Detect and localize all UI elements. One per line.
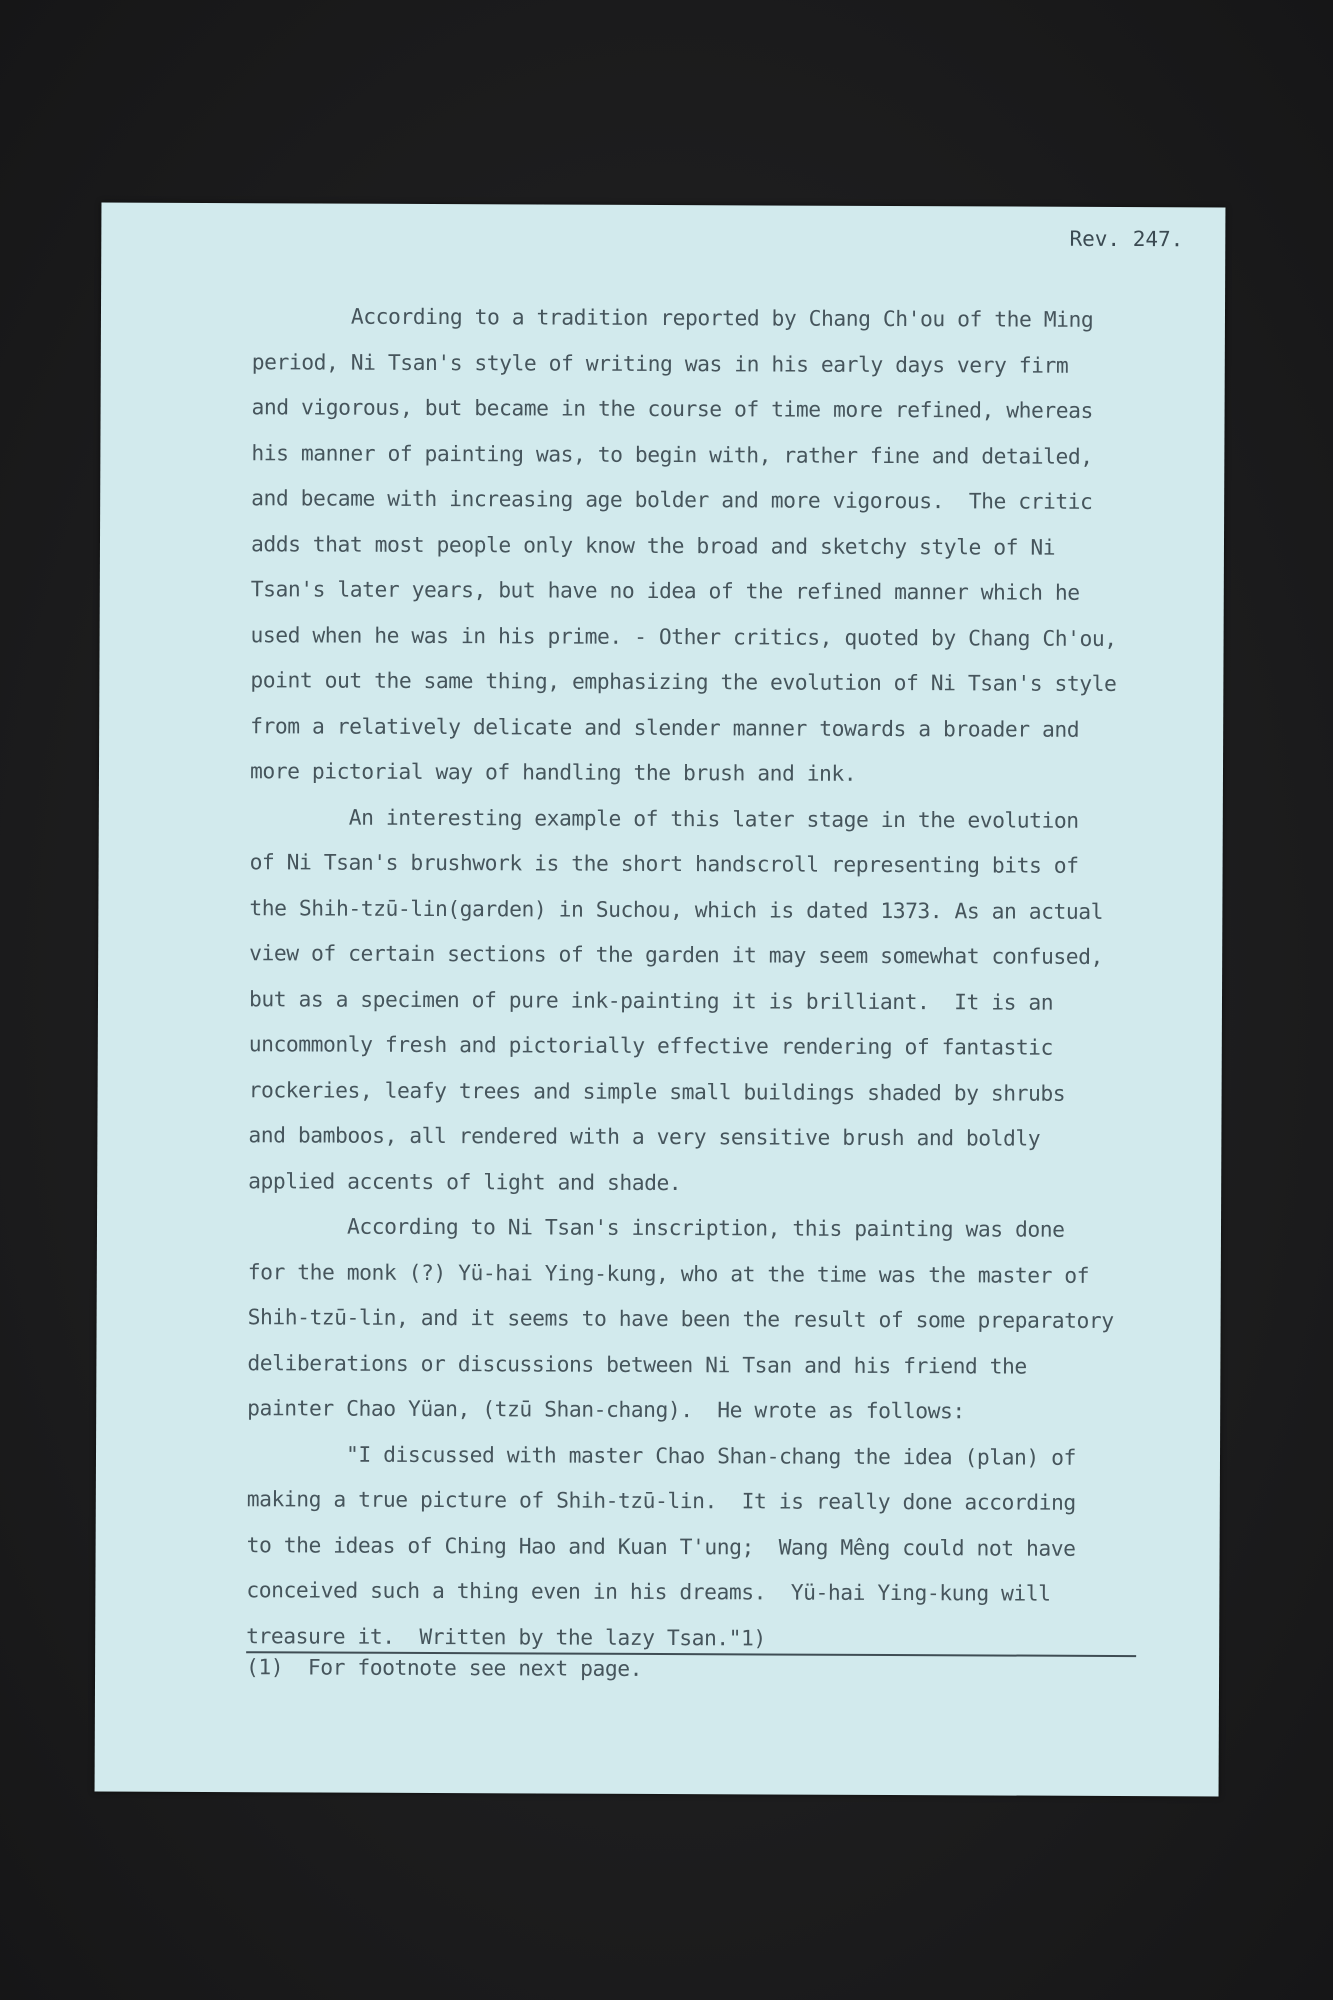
- text-line: for the monk (?) Yü-hai Ying-kung, who at the time was the master of: [247, 1259, 1090, 1289]
- text-line: An interesting example of this later stage in the evolution: [249, 804, 1079, 834]
- typed-page: [95, 203, 1226, 1797]
- text-line: making a true picture of Shih-tzū-lin. It is really done according: [246, 1487, 1076, 1516]
- text-line: but as a specimen of pure ink-painting it is brilliant. It is an: [248, 986, 1054, 1016]
- text-line: treasure it. Written by the lazy Tsan."1): [246, 1623, 766, 1651]
- footnote: (1) For footnote see next page.: [246, 1655, 643, 1682]
- text-line: his manner of painting was, to begin with, rather fine and detailed,: [251, 440, 1093, 470]
- text-line: the Shih-tzū-lin(garden) in Suchou, which is dated 1373. As an actual: [249, 895, 1104, 925]
- text-line: Tsan's later years, but have no idea of the refined manner which he: [250, 577, 1080, 606]
- text-line: Shih-tzū-lin, and it seems to have been the result of some preparatory: [247, 1305, 1114, 1334]
- text-line: point out the same thing, emphasizing the evolution of Ni Tsan's style: [250, 668, 1117, 697]
- text-line: "I discussed with master Chao Shan-chang the idea (plan) of: [246, 1441, 1076, 1471]
- text-line: and vigorous, but became in the course of time more refined, whereas: [251, 395, 1093, 424]
- page-number: Rev. 247.: [1069, 226, 1184, 252]
- text-line: view of certain sections of the garden it may seem somewhat confused,: [249, 941, 1103, 970]
- text-line: rockeries, leafy trees and simple small buildings shaded by shrubs: [248, 1077, 1066, 1107]
- text-line: deliberations or discussions between Ni Tsan and his friend the: [247, 1350, 1027, 1380]
- text-line: uncommonly fresh and pictorially effective rendering of fantastic: [248, 1032, 1054, 1061]
- text-line: conceived such a thing even in his dreams. Yü-hai Ying-kung will: [246, 1578, 1051, 1607]
- text-line: and became with increasing age bolder and more vigorous. The critic: [251, 486, 1093, 515]
- text-line: According to a tradition reported by Chang Ch'ou of the Ming: [251, 304, 1094, 333]
- text-line: According to Ni Tsan's inscription, this painting was done: [247, 1214, 1065, 1243]
- body-text: [246, 294, 1212, 1663]
- text-line: painter Chao Yüan, (tzū Shan-chang). He wrote as follows:: [247, 1396, 965, 1425]
- text-line: and bamboos, all rendered with a very sensitive brush and boldly: [248, 1123, 1041, 1152]
- text-line: used when he was in his prime. - Other critics, quoted by Chang Ch'ou,: [250, 622, 1117, 652]
- text-line: applied accents of light and shade.: [248, 1168, 682, 1196]
- text-line: adds that most people only know the broad and sketchy style of Ni: [250, 531, 1056, 561]
- text-line: more pictorial way of handling the brush and ink.: [249, 759, 857, 787]
- text-line: to the ideas of Ching Hao and Kuan T'ung; Wang Mêng could not have: [246, 1532, 1076, 1562]
- text-line: from a relatively delicate and slender manner towards a broader and: [250, 713, 1080, 743]
- text-line: of Ni Tsan's brushwork is the short handscroll representing bits of: [249, 850, 1079, 879]
- text-line: period, Ni Tsan's style of writing was in his early days very firm: [251, 349, 1069, 379]
